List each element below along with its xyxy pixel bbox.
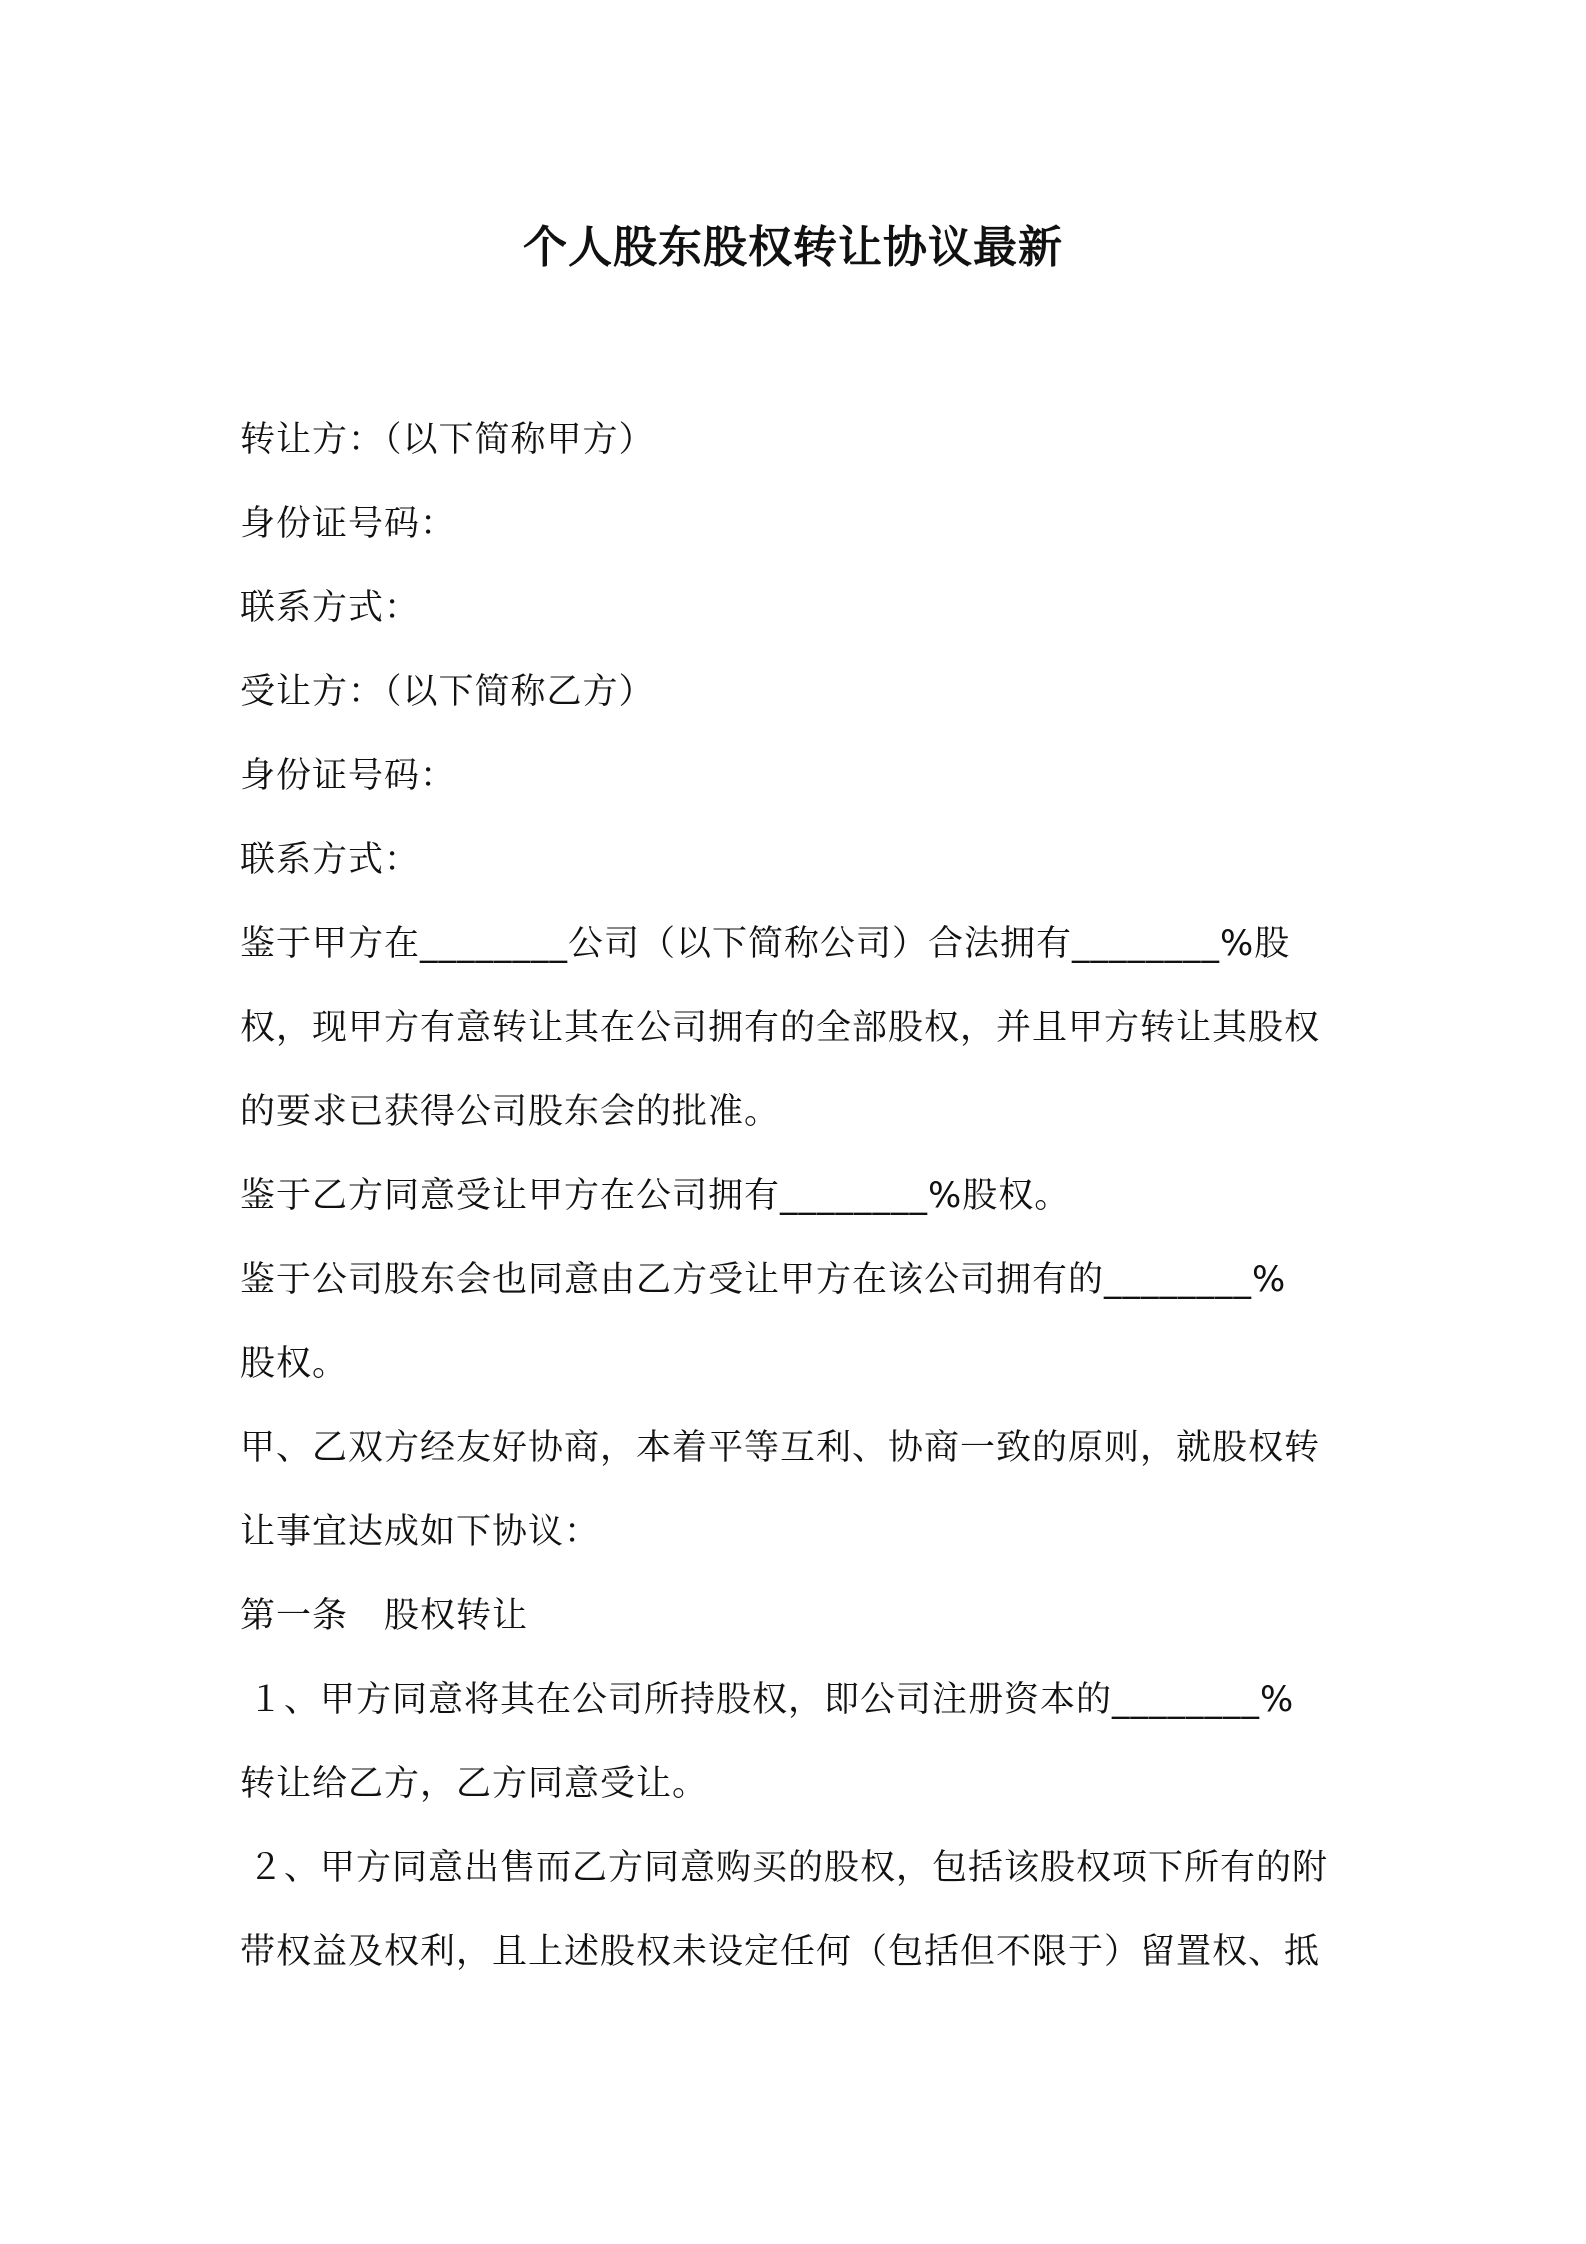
clause-1-line-1: １、甲方同意将其在公司所持股权，即公司注册资本的________%: [248, 1680, 1295, 1720]
transferor-line: 转让方：（以下简称甲方）: [240, 420, 655, 460]
article-1-title: 股权转让: [384, 1596, 529, 1636]
clause-2-line-1: ２、甲方同意出售而乙方同意购买的股权，包括该股权项下所有的附: [248, 1848, 1329, 1888]
article-1-heading: [240, 1574, 1350, 1658]
clause-2-line-2: 带权益及权利，且上述股权未设定任何（包括但不限于）留置权、抵: [240, 1932, 1321, 1972]
article-1-number: 第一条: [240, 1596, 349, 1636]
recital-3-line-2: 股权。: [240, 1344, 349, 1384]
recital-1-line-1: 鉴于甲方在________公司（以下简称公司）合法拥有________%股: [240, 924, 1291, 964]
document-body: [240, 398, 1350, 1994]
transferee-id-line: 身份证号码：: [240, 756, 457, 796]
preamble-line-2: 让事宜达成如下协议：: [240, 1512, 601, 1552]
clause-1-line-2: 转让给乙方，乙方同意受让。: [240, 1764, 709, 1804]
recital-1-line-3: 的要求已获得公司股东会的批准。: [240, 1092, 781, 1132]
transferee-line: 受让方：（以下简称乙方）: [240, 672, 655, 712]
recital-2-line: 鉴于乙方同意受让甲方在公司拥有________%股权。: [240, 1176, 1071, 1216]
document-title: 个人股东股权转让协议最新: [523, 222, 1063, 273]
recital-1-line-2: 权，现甲方有意转让其在公司拥有的全部股权，并且甲方转让其股权: [240, 1008, 1321, 1048]
transferor-id-line: 身份证号码：: [240, 504, 457, 544]
recital-3-line-1: 鉴于公司股东会也同意由乙方受让甲方在该公司拥有的________%: [240, 1260, 1287, 1300]
transferee-contact-line: 联系方式：: [240, 840, 421, 880]
transferor-contact-line: 联系方式：: [240, 588, 421, 628]
preamble-line-1: 甲、乙双方经友好协商，本着平等互利、协商一致的原则，就股权转: [240, 1428, 1321, 1468]
